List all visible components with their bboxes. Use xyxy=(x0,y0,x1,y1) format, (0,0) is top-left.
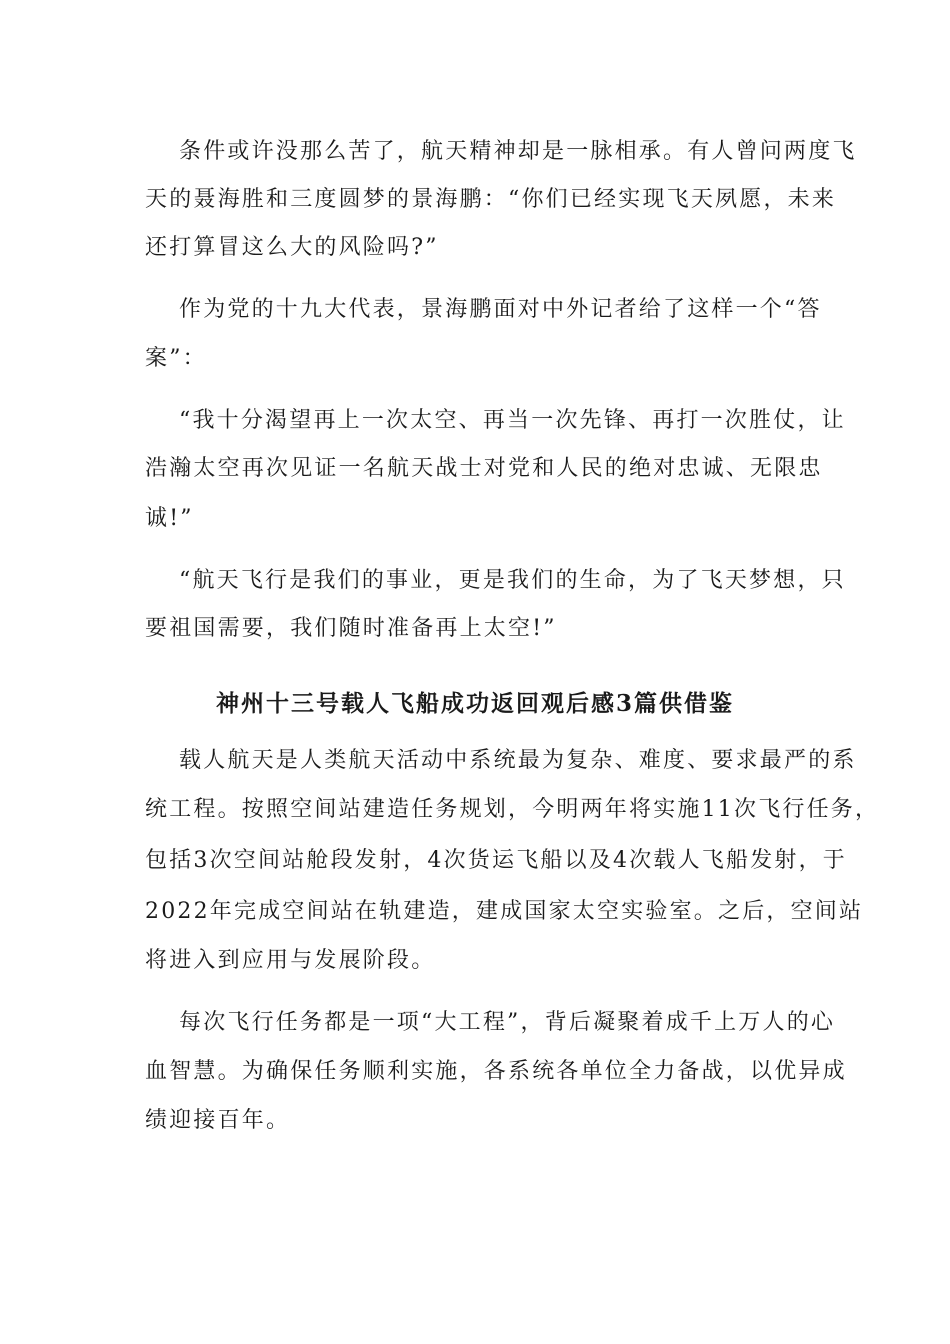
section-heading: 神州十三号载人飞船成功返回观后感3篇供借鉴 xyxy=(215,690,734,717)
section-2-paragraph-1-line-1: 载人航天是人类航天活动中系统最为复杂、难度、要求最严的系 xyxy=(179,748,857,773)
paragraph-1-line-2: 天的聂海胜和三度圆梦的景海鹏：“你们已经实现飞天夙愿，未来 xyxy=(145,187,837,212)
section-2-paragraph-1-line-4: 2022年完成空间站在轨建造，建成国家太空实验室。之后，空间站 xyxy=(145,899,864,924)
paragraph-3-line-2: 浩瀚太空再次见证一名航天战士对党和人民的绝对忠诚、无限忠 xyxy=(145,456,823,481)
paragraph-3-line-1: “我十分渴望再上一次太空、再当一次先锋、再打一次胜仗，让 xyxy=(179,408,846,433)
section-2-paragraph-2-line-3: 绩迎接百年。 xyxy=(145,1108,291,1133)
paragraph-4-line-1: “航天飞行是我们的事业，更是我们的生命，为了飞天梦想，只 xyxy=(179,568,846,593)
paragraph-2-line-1: 作为党的十九大代表，景海鹏面对中外记者给了这样一个“答 xyxy=(179,297,822,322)
paragraph-1-line-3: 还打算冒这么大的风险吗?” xyxy=(145,235,439,260)
section-2-paragraph-2-line-1: 每次飞行任务都是一项“大工程”，背后凝聚着成千上万人的心 xyxy=(179,1010,836,1035)
paragraph-2-line-2: 案”： xyxy=(145,346,207,371)
section-2-paragraph-1-line-3: 包括3次空间站舱段发射，4次货运飞船以及4次载人飞船发射，于 xyxy=(145,848,847,873)
section-2-paragraph-1-line-2: 统工程。按照空间站建造任务规划，今明两年将实施11次飞行任务， xyxy=(145,797,880,822)
paragraph-4-line-2: 要祖国需要，我们随时准备再上太空!” xyxy=(145,616,557,641)
paragraph-3-line-3: 诚!” xyxy=(145,506,194,531)
paragraph-1-line-1: 条件或许没那么苦了，航天精神却是一脉相承。有人曾问两度飞 xyxy=(179,139,857,164)
section-2-paragraph-1-line-5: 将进入到应用与发展阶段。 xyxy=(145,948,436,973)
section-2-paragraph-2-line-2: 血智慧。为确保任务顺利实施，各系统各单位全力备战，以优异成 xyxy=(145,1059,847,1084)
